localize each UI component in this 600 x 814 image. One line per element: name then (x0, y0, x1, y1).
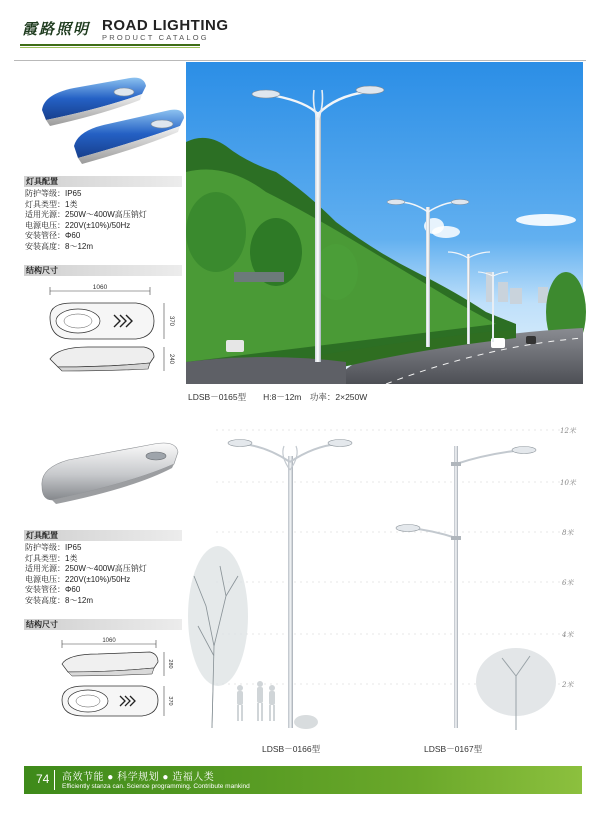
tree-illustration-right (476, 648, 556, 730)
dimension-drawing-1 (28, 283, 173, 383)
footer-slogan-en: Efficiently stanza can. Science programming. Contribute mankind (62, 783, 250, 790)
luminaire-upper (42, 78, 146, 126)
height-mark-4: 4米 (562, 631, 574, 639)
spec-pipe: 安装管径：Φ60 (25, 231, 81, 240)
city-buildings (486, 272, 548, 304)
luminaire-photo-1 (34, 74, 186, 170)
model-caption-0167: LDSB－0167型 (424, 744, 483, 754)
car (526, 336, 536, 344)
spec-height-2: 安装高度：8～12m (25, 595, 94, 605)
car (226, 340, 244, 352)
dim-length: 1060 (92, 284, 108, 291)
spec-class-2: 灯具类型：1类 (25, 553, 78, 563)
height-mark-6: 6米 (562, 579, 574, 587)
dim-width-2: 370 (167, 696, 173, 706)
brand-subtitle: PRODUCT CATALOG (102, 33, 209, 42)
dim-height: 370 (168, 315, 174, 327)
header-rule (20, 44, 200, 46)
people-silhouettes (237, 681, 275, 721)
spec-ip-2: 防护等级：IP65 (25, 543, 82, 552)
street-photo (186, 62, 583, 384)
photo-caption: LDSB－0165型 H:8－12m 功率：2×250W (188, 392, 368, 402)
section-structure-title-2: 结构尺寸 (24, 619, 182, 630)
spec-voltage: 电源电压：220V(±10%)/50Hz (25, 220, 131, 230)
spec-pipe-2: 安装管径：Φ60 (25, 585, 81, 594)
header-rule-thin (20, 47, 200, 48)
spec-class: 灯具类型：1类 (25, 199, 78, 209)
spec-lamp-2: 适用光源：250W～400W高压钠灯 (25, 564, 147, 573)
section-structure-title: 结构尺寸 (24, 265, 182, 276)
pole-illustration (186, 426, 583, 736)
luminaire-lower (74, 110, 184, 164)
luminaire-photo-2 (38, 438, 184, 508)
spec-lamp: 适用光源：250W～400W高压钠灯 (25, 210, 147, 219)
height-mark-12: 12米 (560, 427, 576, 435)
spec-height: 安装高度：8～12m (25, 241, 94, 251)
section-config-title: 灯具配置 (24, 176, 182, 187)
top-divider (14, 60, 586, 61)
lamp-pole-0166 (228, 440, 352, 729)
section-config-title-2: 灯具配置 (24, 530, 182, 541)
height-mark-8: 8米 (562, 529, 574, 537)
tree-line (186, 138, 586, 362)
spec-ip: 防护等级：IP65 (25, 189, 82, 198)
dim-height-2: 280 (167, 659, 173, 669)
footer-separator (54, 770, 55, 790)
footer-slogan-cn: 高效节能 ● 科学规划 ● 造福人类 (62, 772, 215, 783)
dim-depth: 240 (168, 353, 174, 365)
dimension-drawing-2 (32, 636, 172, 722)
height-mark-2: 2米 (562, 681, 574, 689)
bush (294, 715, 318, 729)
road-sign (234, 272, 284, 282)
dim-length-2: 1060 (102, 638, 116, 644)
height-mark-10: 10米 (560, 479, 576, 487)
clouds (424, 214, 576, 238)
brand-name-en: ROAD LIGHTING (102, 17, 229, 34)
brand-name-cn: 霞路照明 (22, 20, 91, 38)
spec-voltage-2: 电源电压：220V(±10%)/50Hz (25, 574, 131, 584)
page-number: 74 (36, 772, 50, 786)
model-caption-0166: LDSB－0166型 (262, 744, 321, 754)
